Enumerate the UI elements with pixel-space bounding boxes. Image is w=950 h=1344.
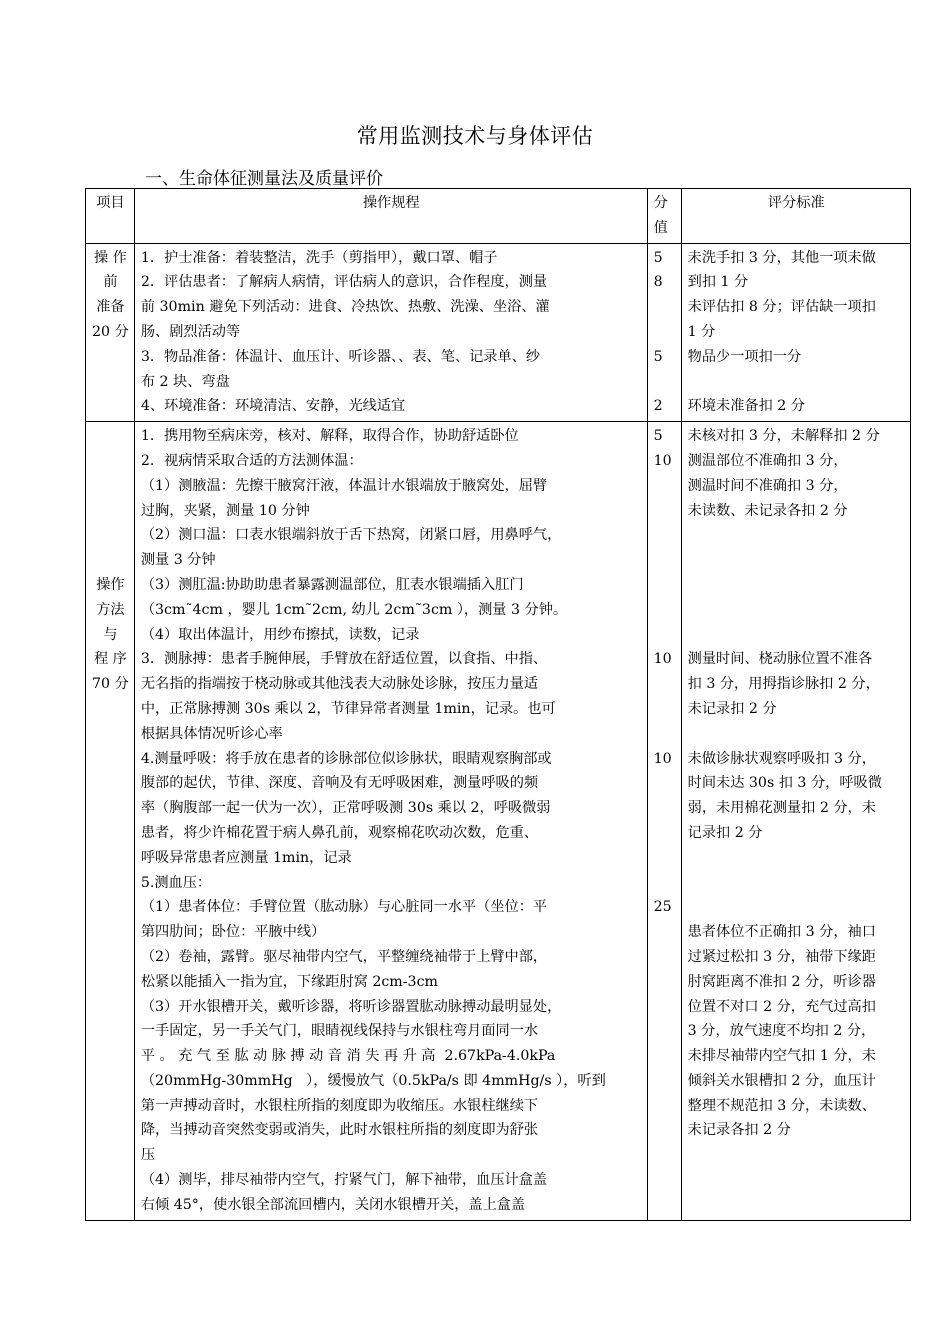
spacer bbox=[92, 499, 129, 524]
procedure-line: 4、环境准备：环境清洁、安静，光线适宜 bbox=[140, 398, 406, 415]
score-value: 5 bbox=[653, 428, 663, 445]
score-value: 5 bbox=[653, 249, 663, 266]
criteria-line bbox=[688, 623, 905, 648]
table-header-row bbox=[86, 189, 911, 244]
criteria-line bbox=[688, 370, 905, 395]
procedure-line: 第一声搏动音时，水银柱所指的刻度即为收缩压。水银柱继续下 bbox=[140, 1097, 539, 1114]
score-value bbox=[654, 523, 676, 548]
score-value bbox=[654, 548, 676, 573]
procedure-line: 右倾 45°，使水银全部流回槽内，关闭水银槽开关，盖上盒盖 bbox=[140, 1196, 526, 1213]
criteria-line: 未核对扣 3 分，未解释扣 2 分 bbox=[687, 428, 880, 445]
criteria-line bbox=[688, 895, 905, 920]
score-value bbox=[654, 697, 676, 722]
procedure-line: 中，正常脉搏测 30s 乘以 2，节律异常者测量 1min，记录。也可 bbox=[140, 700, 556, 717]
item-label-line: 与 bbox=[103, 626, 118, 643]
procedure-line: 3．测脉搏：患者手腕伸展，手臂放在舒适位置，以食指、中指、 bbox=[140, 651, 548, 668]
procedure-line: （2）测口温：口表水银端斜放于舌下热窝，闭紧口唇，用鼻呼气， bbox=[140, 527, 562, 544]
row-procedure-steps bbox=[134, 422, 647, 1221]
procedure-line: （1）测腋温：先擦干腋窝汗液，体温计水银端放于腋窝处，屈臂 bbox=[140, 477, 548, 494]
row-criteria-preparation bbox=[681, 243, 910, 422]
procedure-line: （3）测肛温:协助助患者暴露测温部位，肛表水银端插入肛门 bbox=[140, 576, 524, 593]
criteria-line bbox=[688, 573, 905, 598]
procedure-line: 压 bbox=[140, 1147, 156, 1164]
spacer bbox=[92, 424, 129, 449]
score-value: 10 bbox=[653, 452, 672, 469]
criteria-line bbox=[688, 598, 905, 623]
procedure-line: （4）测毕，排尽袖带内空气，拧紧气门，解下袖带，血压计盒盖 bbox=[140, 1172, 548, 1189]
score-value bbox=[654, 573, 676, 598]
procedure-line: （20mmHg-30mmHg ），缓慢放气（0.5kPa/s 即 4mmHg/s ），听到 bbox=[140, 1072, 606, 1089]
score-value bbox=[654, 320, 676, 345]
criteria-line: 时间未达 30s 扣 3 分，呼吸微 bbox=[687, 775, 882, 792]
header-score bbox=[647, 189, 681, 244]
criteria-line: 未记录扣 2 分 bbox=[687, 700, 777, 717]
score-value: 5 bbox=[653, 348, 663, 365]
criteria-line: 未记录各扣 2 分 bbox=[687, 1122, 791, 1139]
header-score-line1: 分 bbox=[653, 195, 668, 211]
criteria-line: 环境未准备扣 2 分 bbox=[687, 398, 805, 415]
score-value bbox=[654, 871, 676, 896]
item-label-line: 70 分 bbox=[92, 676, 129, 693]
procedure-line: 呼吸异常患者应测量 1min，记录 bbox=[140, 849, 352, 866]
score-value bbox=[654, 499, 676, 524]
item-label-line: 操作 bbox=[96, 576, 125, 593]
procedure-line: 肠、剧烈活动等 bbox=[140, 323, 241, 340]
item-label-line: 程 序 bbox=[93, 651, 127, 668]
header-procedure: 操作规程 bbox=[134, 189, 647, 244]
criteria-line: 记录扣 2 分 bbox=[687, 824, 763, 841]
criteria-line: 过紧过松扣 3 分，袖带下缘距 bbox=[687, 948, 876, 965]
score-value bbox=[654, 370, 676, 395]
criteria-line bbox=[688, 722, 905, 747]
header-score-line2: 值 bbox=[653, 219, 668, 236]
table-row-preparation bbox=[86, 243, 911, 422]
score-value: 25 bbox=[653, 899, 672, 916]
procedure-line: 测量 3 分钟 bbox=[140, 552, 216, 569]
score-value: 10 bbox=[653, 750, 672, 767]
criteria-line: 测温部位不准确扣 3 分， bbox=[687, 452, 848, 469]
item-label-line: 准备 bbox=[96, 299, 125, 316]
procedure-line: （3cm˜4cm ，婴儿 1cm˜2cm, 幼儿 2cm˜3cm ），测量 3 分钟。 bbox=[140, 601, 568, 618]
procedure-line: （2）卷袖，露臂。驱尽袖带内空气，平整缠绕袖带于上臂中部， bbox=[140, 948, 548, 965]
score-value: 8 bbox=[653, 274, 663, 291]
row-score-procedure bbox=[647, 422, 681, 1221]
row-criteria-procedure bbox=[681, 422, 910, 1221]
spacer bbox=[92, 548, 129, 573]
criteria-line: 未做诊脉状观察呼吸扣 3 分， bbox=[687, 750, 876, 767]
criteria-line: 未排尽袖带内空气扣 1 分，未 bbox=[687, 1048, 876, 1065]
score-value bbox=[654, 846, 676, 871]
criteria-line bbox=[688, 871, 905, 896]
vital-signs-table bbox=[85, 188, 911, 1221]
procedure-line: 2．视病情采取合适的方法测体温： bbox=[140, 452, 363, 469]
score-value bbox=[654, 771, 676, 796]
criteria-line: 物品少一项扣一分 bbox=[687, 348, 802, 365]
procedure-line: 1．携用物至病床旁，核对、解释，取得合作，协助舒适卧位 bbox=[140, 428, 519, 445]
criteria-line: 倾斜关水银槽扣 2 分，血压计 bbox=[687, 1072, 876, 1089]
procedure-line: 1．护士准备：着装整洁，洗手（剪指甲），戴口罩、帽子 bbox=[140, 249, 498, 266]
procedure-line: 根据具体情况听诊心率 bbox=[140, 725, 283, 742]
procedure-line: 4.测量呼吸：将手放在患者的诊脉部位似诊脉状，眼睛观察胸部或 bbox=[140, 750, 552, 767]
procedure-line: 3．物品准备：体温计、血压计、听诊器、、表、笔、记录单、纱 bbox=[140, 348, 541, 365]
criteria-line: 测温时间不准确扣 3 分， bbox=[687, 477, 848, 494]
procedure-line: 一手固定，另一手关气门，眼睛视线保持与水银柱弯月面同一水 bbox=[140, 1023, 539, 1040]
procedure-line: 过胸，夹紧，测量 10 分钟 bbox=[140, 502, 310, 519]
procedure-line: 无名指的指端按于桡动脉或其他浅表大动脉处诊脉，按压力量适 bbox=[140, 676, 539, 693]
header-criteria: 评分标准 bbox=[681, 189, 910, 244]
row-score-preparation bbox=[647, 243, 681, 422]
criteria-line: 3 分，放气速度不均扣 2 分， bbox=[687, 1023, 876, 1040]
criteria-line: 未洗手扣 3 分，其他一项未做 bbox=[687, 249, 876, 266]
criteria-line: 测量时间、桡动脉位置不准各 bbox=[687, 651, 873, 668]
score-value bbox=[654, 474, 676, 499]
procedure-line: （3）开水银槽开关，戴听诊器，将听诊器置肱动脉搏动最明显处， bbox=[140, 998, 562, 1015]
criteria-line bbox=[688, 846, 905, 871]
procedure-line: 率（胸腹部一起一伏为一次），正常呼吸测 30s 乘以 2，呼吸微弱 bbox=[140, 800, 551, 817]
procedure-line: 降，当搏动音突然变弱或消失，此时水银柱所指的刻度即为舒张 bbox=[140, 1122, 539, 1139]
row-item-procedure bbox=[86, 422, 135, 1221]
score-value bbox=[654, 796, 676, 821]
score-value: 10 bbox=[653, 651, 672, 668]
item-label-line: 20 分 bbox=[92, 323, 129, 340]
criteria-line bbox=[688, 548, 905, 573]
criteria-line: 未读数、未记录各扣 2 分 bbox=[687, 502, 848, 519]
row-item-preparation bbox=[86, 243, 135, 422]
criteria-line bbox=[688, 523, 905, 548]
procedure-line: 第四肋间；卧位：平腋中线） bbox=[140, 924, 326, 941]
criteria-line: 位置不对口 2 分，充气过高扣 bbox=[687, 998, 876, 1015]
spacer bbox=[92, 474, 129, 499]
header-item: 项目 bbox=[86, 189, 135, 244]
score-value: 2 bbox=[653, 398, 663, 415]
item-label-line: 前 bbox=[103, 274, 118, 291]
procedure-line: （4）取出体温计，用纱布擦拭，读数，记录 bbox=[140, 626, 420, 643]
procedure-line: 患者，将少许棉花置于病人鼻孔前，观察棉花吹动次数，危重、 bbox=[140, 824, 539, 841]
criteria-line: 患者体位不正确扣 3 分，袖口 bbox=[687, 924, 876, 941]
score-value bbox=[654, 722, 676, 747]
score-value bbox=[654, 295, 676, 320]
procedure-line: （1）患者体位：手臂位置（肱动脉）与心脏同一水平（坐位：平 bbox=[140, 899, 548, 916]
spacer bbox=[92, 449, 129, 474]
criteria-line: 1 分 bbox=[687, 323, 716, 340]
spacer bbox=[92, 523, 129, 548]
table-row-procedure bbox=[86, 422, 911, 1221]
criteria-line: 未评估扣 8 分；评估缺一项扣 bbox=[687, 299, 876, 316]
procedure-line: 前 30min 避免下列活动：进食、冷热饮、热敷、洗澡、坐浴、灌 bbox=[140, 299, 550, 316]
criteria-line: 扣 3 分，用拇指诊脉扣 2 分， bbox=[687, 676, 880, 693]
score-value bbox=[654, 821, 676, 846]
procedure-line: 布 2 块、弯盘 bbox=[140, 373, 230, 390]
item-label-line: 方法 bbox=[96, 601, 125, 618]
procedure-line: 2．评估患者：了解病人病情，评估病人的意识，合作程度，测量 bbox=[140, 274, 548, 291]
procedure-line: 腹部的起伏，节律、深度、音响及有无呼吸困难，测量呼吸的频 bbox=[140, 775, 539, 792]
document-title: 常用监测技术与身体评估 bbox=[356, 124, 594, 148]
score-value bbox=[654, 598, 676, 623]
score-value bbox=[654, 623, 676, 648]
criteria-line: 整理不规范扣 3 分，未读数、 bbox=[687, 1097, 876, 1114]
procedure-line: 平 。 充 气 至 肱 动 脉 搏 动 音 消 失 再 升 高 2.67kPa-4.0kPa bbox=[140, 1048, 556, 1065]
row-procedure-preparation bbox=[134, 243, 647, 422]
criteria-line: 肘窝距离不准扣 2 分，听诊器 bbox=[687, 973, 876, 990]
item-label-line: 操 作 bbox=[93, 249, 127, 266]
procedure-line: 5.测血压： bbox=[140, 874, 212, 891]
section-heading: 一、生命体征测量法及质量评价 bbox=[145, 169, 383, 189]
criteria-line: 弱，未用棉花测量扣 2 分，未 bbox=[687, 800, 876, 817]
score-value bbox=[654, 672, 676, 697]
criteria-line: 到扣 1 分 bbox=[687, 274, 749, 291]
procedure-line: 松紧以能插入一指为宜，下缘距肘窝 2cm-3cm bbox=[140, 973, 438, 990]
